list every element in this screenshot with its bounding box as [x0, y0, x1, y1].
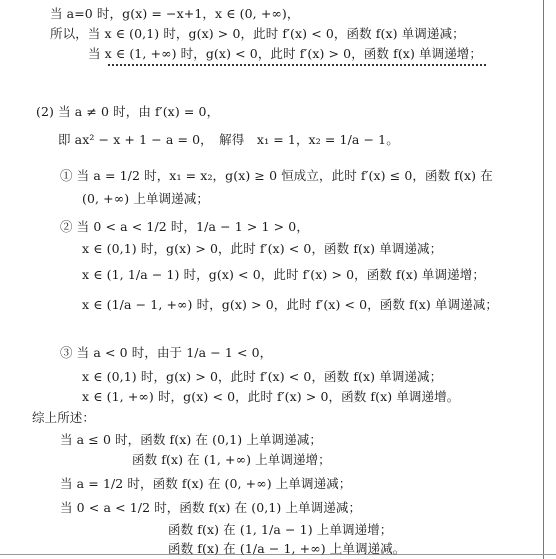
- case-2-interval-1: x ∈ (0,1) 时，g(x) > 0，此时 f′(x) < 0，函数 f(x) 单调递减；: [82, 241, 443, 256]
- case-a-zero-increasing: 当 x ∈ (1, +∞) 时，g(x) < 0，此时 f′(x) > 0，函数 f(x) 单调递增；: [88, 46, 483, 61]
- page-right-border: [543, 0, 544, 559]
- summary-a-between: 当 0 < a < 1/2 时，函数 f(x) 在 (0,1) 上单调递减；: [60, 500, 362, 515]
- summary-a-between-3: 函数 f(x) 在 (1/a − 1, +∞) 上单调递减。: [168, 541, 406, 556]
- case-3-interval-1: x ∈ (0,1) 时，g(x) > 0，此时 f′(x) < 0，函数 f(x) 单调递减；: [82, 369, 443, 384]
- case-2-line: ② 当 0 < a < 1/2 时，1/a − 1 > 1 > 0，: [60, 219, 309, 234]
- case-1-line: ① 当 a = 1/2 时，x₁ = x₂，g(x) ≥ 0 恒成立，此时 f′(x) ≤ 0，函数 f(x) 在: [60, 168, 493, 183]
- case-3-line: ③ 当 a < 0 时，由于 1/a − 1 < 0，: [60, 345, 273, 360]
- case-a-zero-decreasing: 所以，当 x ∈ (0,1) 时，g(x) > 0，此时 f′(x) < 0，函数 f(x) 单调递减；: [50, 26, 465, 41]
- case-3-interval-2: x ∈ (1, +∞) 时，g(x) < 0，此时 f′(x) > 0，函数 f(x) 单调递增。: [82, 389, 460, 404]
- case-2-interval-2: x ∈ (1, 1/a − 1) 时，g(x) < 0，此时 f′(x) > 0，函数 f(x) 单调递增；: [82, 267, 485, 282]
- part-2-equation: 即 ax² − x + 1 − a = 0， 解得 x₁ = 1，x₂ = 1/a − 1。: [58, 132, 399, 147]
- case-2-interval-3: x ∈ (1/a − 1, +∞) 时，g(x) > 0，此时 f′(x) < 0，函数 f(x) 单调递减；: [82, 297, 498, 312]
- summary-a-between-2: 函数 f(x) 在 (1, 1/a − 1) 上单调递增；: [168, 522, 393, 537]
- part-2-intro: (2) 当 a ≠ 0 时，由 f′(x) = 0，: [36, 104, 220, 119]
- case-a-zero-line: 当 a=0 时，g(x) = −x+1，x ∈ (0, +∞)，: [50, 6, 300, 21]
- summary-a-half: 当 a = 1/2 时，函数 f(x) 在 (0, +∞) 上单调递减；: [60, 476, 352, 491]
- summary-heading: 综上所述：: [32, 410, 96, 425]
- summary-a-nonpositive-2: 函数 f(x) 在 (1, +∞) 上单调递增；: [132, 452, 331, 467]
- summary-a-nonpositive: 当 a ≤ 0 时，函数 f(x) 在 (0,1) 上单调递减；: [60, 432, 322, 447]
- case-1-continuation: (0, +∞) 上单调递减；: [82, 191, 209, 206]
- dotted-separator: [108, 64, 486, 66]
